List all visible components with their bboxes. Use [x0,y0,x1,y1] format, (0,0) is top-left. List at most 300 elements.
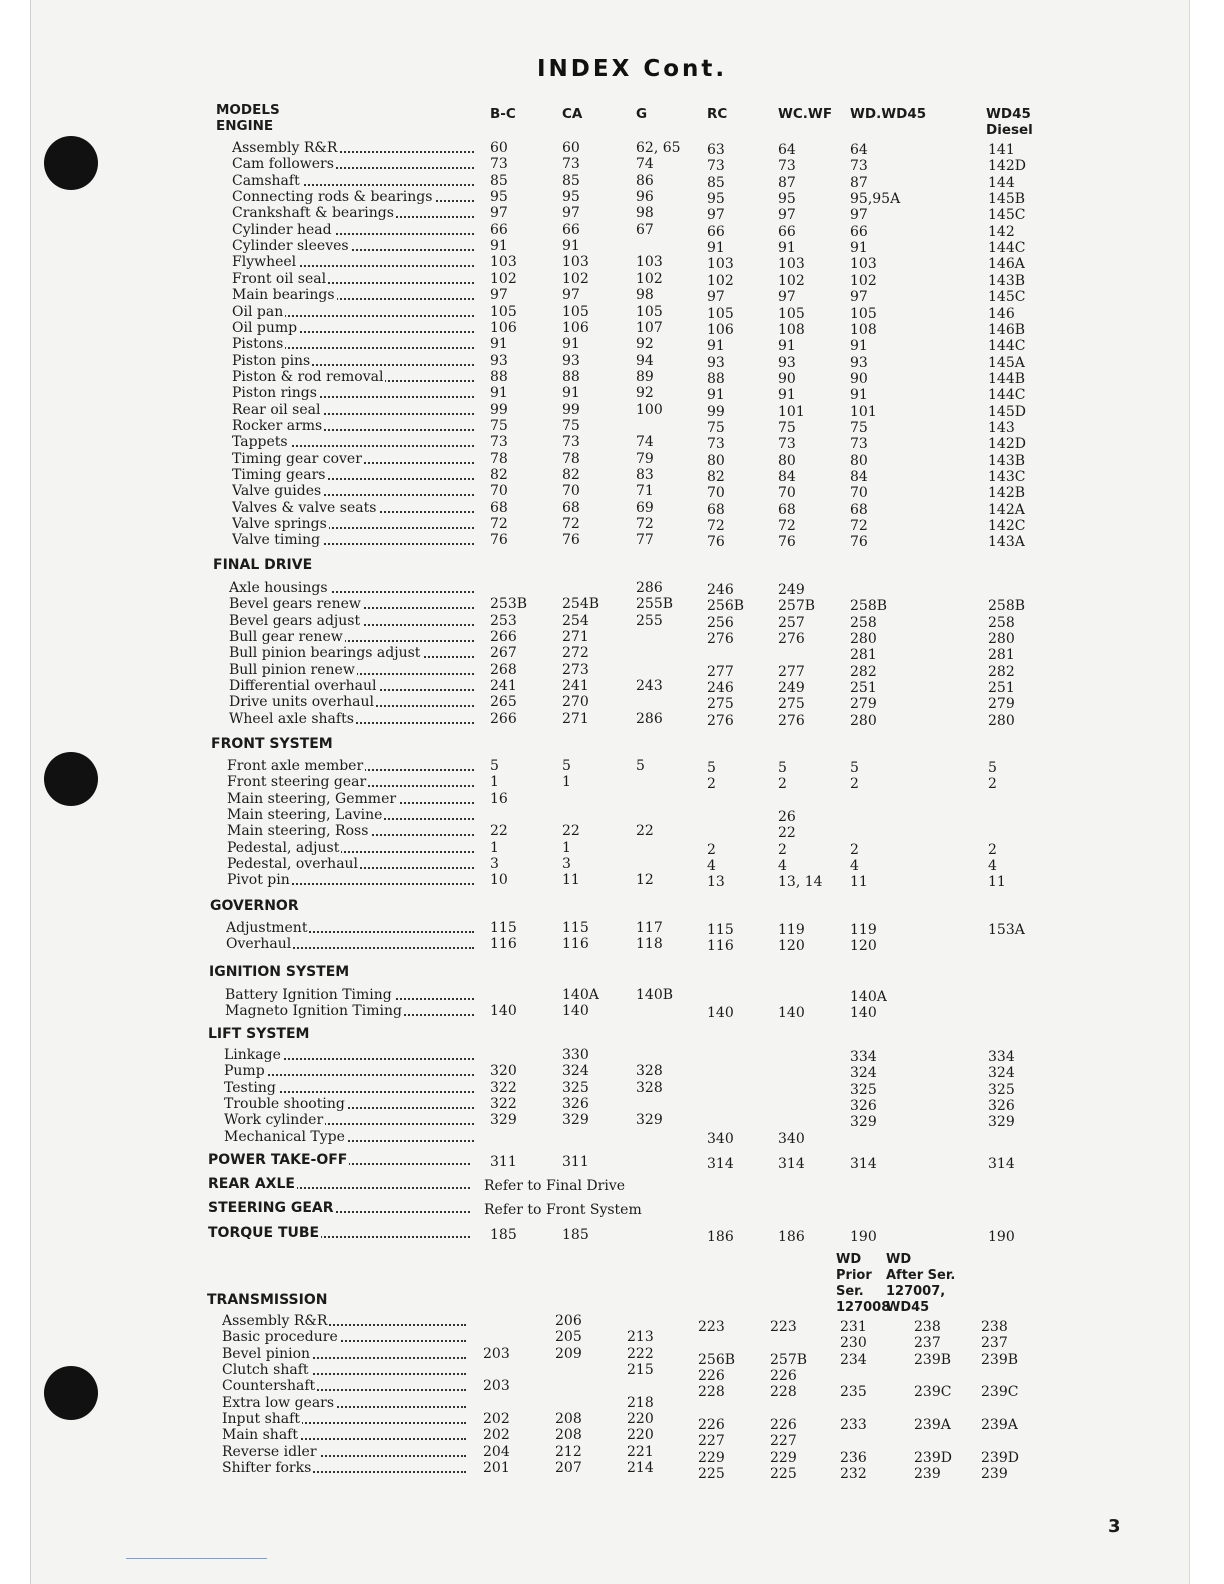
cell-value: 22 [490,823,508,840]
cell-value: 97 [778,289,796,306]
cell-value: 119 [850,922,877,938]
cell-value: 324 [988,1065,1015,1082]
cell-value: 11 [850,874,868,891]
cell-value: 281 [850,647,877,664]
cell-value: 64 [850,142,868,158]
cell-value: 329 [850,1114,877,1131]
cell-value: 78 [490,450,508,467]
cell-value: 73 [850,158,868,175]
cell-value: 322 [490,1079,517,1096]
cell-value: 75 [707,419,725,436]
cell-value: 66 [850,223,868,240]
cell-value: 103 [850,256,877,273]
transmission-heading: TRANSMISSION [207,1292,328,1308]
cell-value: 106 [707,321,734,338]
page-number: 3 [1108,1516,1121,1537]
row-label [229,711,474,727]
cell-value: 281 [988,647,1015,664]
cell-value: 314 [707,1156,734,1172]
cell-value: 99 [490,401,508,418]
section-label [208,1200,470,1216]
cell-value: 226 [770,1368,797,1385]
cell-value: 266 [490,629,517,646]
row-label [225,1003,474,1019]
row-label [232,271,474,287]
cell-value: 72 [850,518,868,535]
cell-value: 241 [562,678,589,695]
cell-value: 2 [988,841,997,858]
document-page [30,0,1190,1584]
cell-value: 75 [562,417,580,434]
cell-value: 3 [562,856,571,873]
cell-value: 246 [707,582,734,598]
cell-value: 87 [778,174,796,191]
cell-value: 255B [636,596,674,613]
cell-value: 103 [636,254,663,271]
cell-value: 84 [850,469,868,485]
cell-value: 275 [707,696,734,713]
cell-value: 87 [850,174,868,191]
cell-value: 93 [707,354,725,371]
cell-value: 326 [988,1098,1015,1115]
cell-value: 11 [988,874,1006,891]
cell-value: 72 [778,518,796,535]
cell-value: 253B [490,596,528,613]
cell-value: 140 [490,1003,517,1020]
cell-value: 226 [698,1368,725,1385]
row-label-text: Pedestal, adjust [227,839,340,856]
row-label [226,920,474,936]
cell-value: 5 [562,758,571,774]
cell-value: 90 [778,370,796,387]
row-label-text: Input shaft [222,1411,300,1428]
cell-value: 146B [988,321,1026,338]
cell-value: 66 [778,223,796,240]
cell-value: 277 [778,663,805,680]
cell-value: 115 [707,922,734,938]
row-label-text: Overhaul [226,936,292,953]
cell-value: 145B [988,191,1026,208]
row-label-text: Main bearings [232,287,335,304]
cell-value: 68 [490,499,508,516]
row-label-text: Rocker arms [232,417,323,434]
row-label-text: Timing gears [232,467,326,483]
cell-value: 253 [490,612,517,629]
cell-value: 145C [988,207,1026,224]
cell-value: 270 [562,694,589,711]
cell-value: 282 [850,663,877,680]
cell-value: 286 [636,710,663,727]
cell-value: 105 [490,303,517,320]
cell-value: 105 [707,305,734,322]
cross-reference: Refer to Front System [484,1202,642,1218]
row-label [232,402,474,418]
column-header: WD45 [886,1300,930,1315]
cell-value: 91 [490,238,508,255]
cell-value: 97 [562,205,580,222]
cell-value: 140 [707,1005,734,1022]
cell-value: 89 [636,368,654,385]
cell-value: 4 [988,858,997,875]
row-label [232,320,474,336]
governor-heading: GOVERNOR [210,898,299,914]
cell-value: 324 [562,1063,589,1080]
row-label-text: Oil pan [232,303,284,320]
cell-value: 72 [490,516,508,533]
cell-value: 102 [707,272,734,289]
cell-value: 79 [636,450,654,467]
cell-value: 265 [490,694,517,711]
cell-value: 22 [778,825,796,842]
row-label-text: Bevel pinion [222,1345,311,1362]
cell-value: 103 [490,254,517,271]
cell-value: 97 [707,207,725,224]
row-label [227,872,474,888]
cell-value: 241 [490,678,517,695]
cell-value: 186 [778,1229,805,1245]
cell-value: 251 [988,680,1015,697]
cell-value: 97 [490,287,508,304]
cell-value: 73 [778,436,796,453]
cell-value: 282 [988,663,1015,680]
cell-value: 73 [778,158,796,175]
cell-value: 76 [490,532,508,549]
cell-value: 229 [698,1449,725,1466]
cell-value: 229 [770,1449,797,1466]
row-label-text: Oil pump [232,319,298,336]
cell-value: 5 [636,758,645,774]
cell-value: 91 [850,387,868,404]
cell-value: 101 [850,403,877,420]
row-label-text: Shifter forks [222,1460,312,1477]
cell-value: 85 [562,172,580,189]
cell-value: 239D [914,1449,952,1466]
cell-value: 115 [562,920,589,936]
cell-value: 103 [778,256,805,273]
row-label [232,304,474,320]
cell-value: 116 [707,938,734,955]
cell-value: 4 [707,858,716,875]
column-header: 127007, [886,1284,946,1299]
row-label-text: Piston pins [232,352,311,369]
cell-value: 185 [562,1227,589,1243]
cell-value: 91 [778,338,796,355]
column-header: WD.WD45 [850,106,927,122]
cell-value: 73 [707,158,725,175]
cell-value: 91 [490,336,508,353]
cell-value: 202 [483,1411,510,1428]
final-drive-heading: FINAL DRIVE [213,557,313,573]
row-label [232,156,474,172]
cell-value: 73 [562,434,580,451]
cell-value: 97 [707,289,725,306]
cell-value: 218 [627,1394,654,1411]
row-label [224,1080,474,1096]
cell-value: 213 [627,1329,654,1346]
column-header: Prior [836,1268,872,1283]
cell-value: 66 [490,221,508,238]
cell-value: 190 [988,1229,1015,1245]
row-label-text: Valve springs [232,516,327,533]
row-label [222,1411,466,1427]
cell-value: 73 [850,436,868,453]
cell-value: 75 [850,419,868,436]
row-label-text: Bull pinion bearings adjust [229,645,421,662]
row-label [226,936,474,952]
cell-value: 144C [988,338,1026,355]
row-label-text: Bull gear renew [229,629,343,646]
cell-value: 230 [840,1335,867,1352]
cell-value: 246 [707,680,734,697]
cell-value: 220 [627,1411,654,1428]
column-header: WD [886,1252,912,1267]
cell-value: 80 [778,452,796,469]
cell-value: 251 [850,680,877,697]
cell-value: 311 [490,1154,517,1170]
cell-value: 208 [555,1411,582,1428]
row-label-text: Countershaft [222,1378,316,1395]
cell-value: 185 [490,1227,517,1243]
cell-value: 94 [636,352,654,369]
row-label-text: Reverse idler [222,1443,317,1460]
cell-value: 238 [981,1319,1008,1335]
cell-value: 256 [707,614,734,631]
column-header: CA [562,106,583,122]
cell-value: 78 [562,450,580,467]
row-label-text: Battery Ignition Timing [225,987,392,1003]
row-label [224,1112,474,1128]
column-header: After Ser. [886,1268,956,1283]
cell-value: 74 [636,156,654,173]
section-label-text: REAR AXLE [208,1176,295,1192]
cell-value: 93 [562,352,580,369]
row-label-text: Mechanical Type [224,1128,345,1145]
cell-value: 314 [778,1156,805,1172]
cell-value: 5 [707,760,716,776]
cell-value: 63 [707,142,725,158]
cell-value: 102 [490,270,517,287]
row-label-text: Main steering, Lavine [227,807,383,824]
cell-value: 26 [778,809,796,826]
cell-value: 329 [490,1112,517,1129]
cell-value: 258 [988,614,1015,631]
cell-value: 334 [988,1049,1015,1065]
row-label-text: Piston rings [232,385,317,402]
cell-value: 144C [988,387,1026,404]
cell-value: 72 [636,516,654,533]
cell-value: 70 [707,485,725,502]
row-label [227,807,474,823]
column-header: 127008 [836,1300,891,1315]
cell-value: 105 [850,305,877,322]
column-header: WD [836,1252,862,1267]
cell-value: 80 [707,452,725,469]
cell-value: 5 [778,760,787,776]
cell-value: 226 [770,1417,797,1434]
cell-value: 277 [707,663,734,680]
cell-value: 280 [850,712,877,729]
row-label-text: Work cylinder [224,1112,324,1129]
row-label [227,758,474,774]
cell-value: 325 [988,1081,1015,1098]
column-header: RC [707,106,728,122]
cell-value: 233 [840,1417,867,1434]
row-label-text: Flywheel [232,254,297,271]
cell-value: 71 [636,483,654,500]
cell-value: 73 [707,436,725,453]
cell-value: 203 [483,1345,510,1362]
cell-value: 239 [914,1466,941,1483]
row-label-text: Cylinder head [232,221,332,238]
cell-value: 140A [562,987,599,1003]
cell-value: 1 [562,839,571,856]
cell-value: 334 [850,1049,877,1065]
cell-value: 91 [707,387,725,404]
cell-value: 97 [490,205,508,222]
cell-value: 73 [490,156,508,173]
row-label [232,467,474,483]
cell-value: 239B [981,1351,1019,1368]
cell-value: 10 [490,872,508,889]
cell-value: 72 [707,518,725,535]
cell-value: 143C [988,469,1026,485]
cell-value: 186 [707,1229,734,1245]
cell-value: 118 [636,936,663,953]
cell-value: 273 [562,661,589,678]
cell-value: 77 [636,532,654,549]
punch-hole [44,1366,98,1420]
cell-value: 116 [562,936,589,953]
cell-value: 320 [490,1063,517,1080]
cell-value: 107 [636,319,663,336]
cell-value: 257B [770,1351,808,1368]
section-label-text: POWER TAKE-OFF [208,1152,348,1168]
cell-value: 215 [627,1362,654,1379]
row-label-text: Pivot pin [227,872,290,889]
cell-value: 5 [850,760,859,776]
cell-value: 62, 65 [636,140,681,156]
row-label [232,418,474,434]
cell-value: 286 [636,580,663,596]
cell-value: 257B [778,598,816,615]
row-label-text: Rear oil seal [232,401,321,418]
cell-value: 102 [636,270,663,287]
cell-value: 140 [562,1003,589,1020]
row-label [229,629,474,645]
cell-value: 239B [914,1351,952,1368]
cell-value: 234 [840,1351,867,1368]
cell-value: 2 [778,776,787,793]
cell-value: 108 [778,321,805,338]
cell-value: 66 [562,221,580,238]
cell-value: 72 [562,516,580,533]
cell-value: 67 [636,221,654,238]
cell-value: 119 [778,922,805,938]
row-label-text: Linkage [224,1047,281,1063]
cell-value: 143 [988,419,1015,436]
cell-value: 227 [698,1433,725,1450]
row-label [232,336,474,352]
row-label [232,222,474,238]
cell-value: 222 [627,1345,654,1362]
cell-value: 190 [850,1229,877,1245]
cell-value: 91 [707,240,725,257]
cell-value: 340 [707,1130,734,1147]
cell-value: 276 [707,712,734,729]
cell-value: 145C [988,289,1026,306]
row-label-text: Piston & rod removal [232,368,384,385]
cell-value: 225 [698,1466,725,1483]
cell-value: 76 [707,534,725,551]
section-label [208,1152,470,1168]
row-label-text: Assembly R&R [222,1313,328,1329]
row-label [232,451,474,467]
row-label-text: Tappets [232,434,288,451]
cell-value: 256B [707,598,745,615]
cell-value: 258B [988,598,1026,615]
row-label [222,1346,466,1362]
row-label-text: Clutch shaft [222,1362,309,1379]
cell-value: 204 [483,1443,510,1460]
cell-value: 75 [490,417,508,434]
cell-value: 329 [562,1112,589,1129]
cell-value: 82 [562,467,580,483]
cell-value: 326 [562,1096,589,1113]
cell-value: 95 [490,189,508,206]
cell-value: 205 [555,1329,582,1346]
cell-value: 88 [562,368,580,385]
cell-value: 1 [562,774,571,791]
cell-value: 314 [988,1156,1015,1172]
row-label-text: Basic procedure [222,1329,338,1346]
row-label [222,1362,466,1378]
row-label-text: Front axle member [227,758,364,774]
cell-value: 145A [988,354,1025,371]
row-label-text: Bull pinion renew [229,661,355,678]
row-label-text: Pistons [232,336,284,353]
cell-value: 120 [778,938,805,955]
row-label [227,856,474,872]
cell-value: 325 [850,1081,877,1098]
cell-value: 239 [981,1466,1008,1483]
row-label-text: Extra low gears [222,1394,335,1411]
cell-value: 82 [490,467,508,483]
cell-value: 68 [562,499,580,516]
row-label [227,823,474,839]
cell-value: 142 [988,223,1015,240]
cell-value: 3 [490,856,499,873]
cell-value: 254B [562,596,600,613]
row-label [224,1096,474,1112]
cross-reference: Refer to Final Drive [484,1178,626,1194]
cell-value: 206 [555,1313,582,1329]
row-label [222,1460,466,1476]
cell-value: 325 [562,1079,589,1096]
cell-value: 115 [490,920,517,936]
row-label [222,1313,466,1329]
cell-value: 1 [490,839,499,856]
cell-value: 256B [698,1351,736,1368]
cell-value: 276 [778,712,805,729]
cell-value: 322 [490,1096,517,1113]
row-label [232,205,474,221]
cell-value: 239A [981,1417,1018,1434]
cell-value: 203 [483,1378,510,1395]
column-header: Diesel [986,122,1033,138]
row-label [229,662,474,678]
section-label [208,1225,470,1241]
row-label [232,385,474,401]
